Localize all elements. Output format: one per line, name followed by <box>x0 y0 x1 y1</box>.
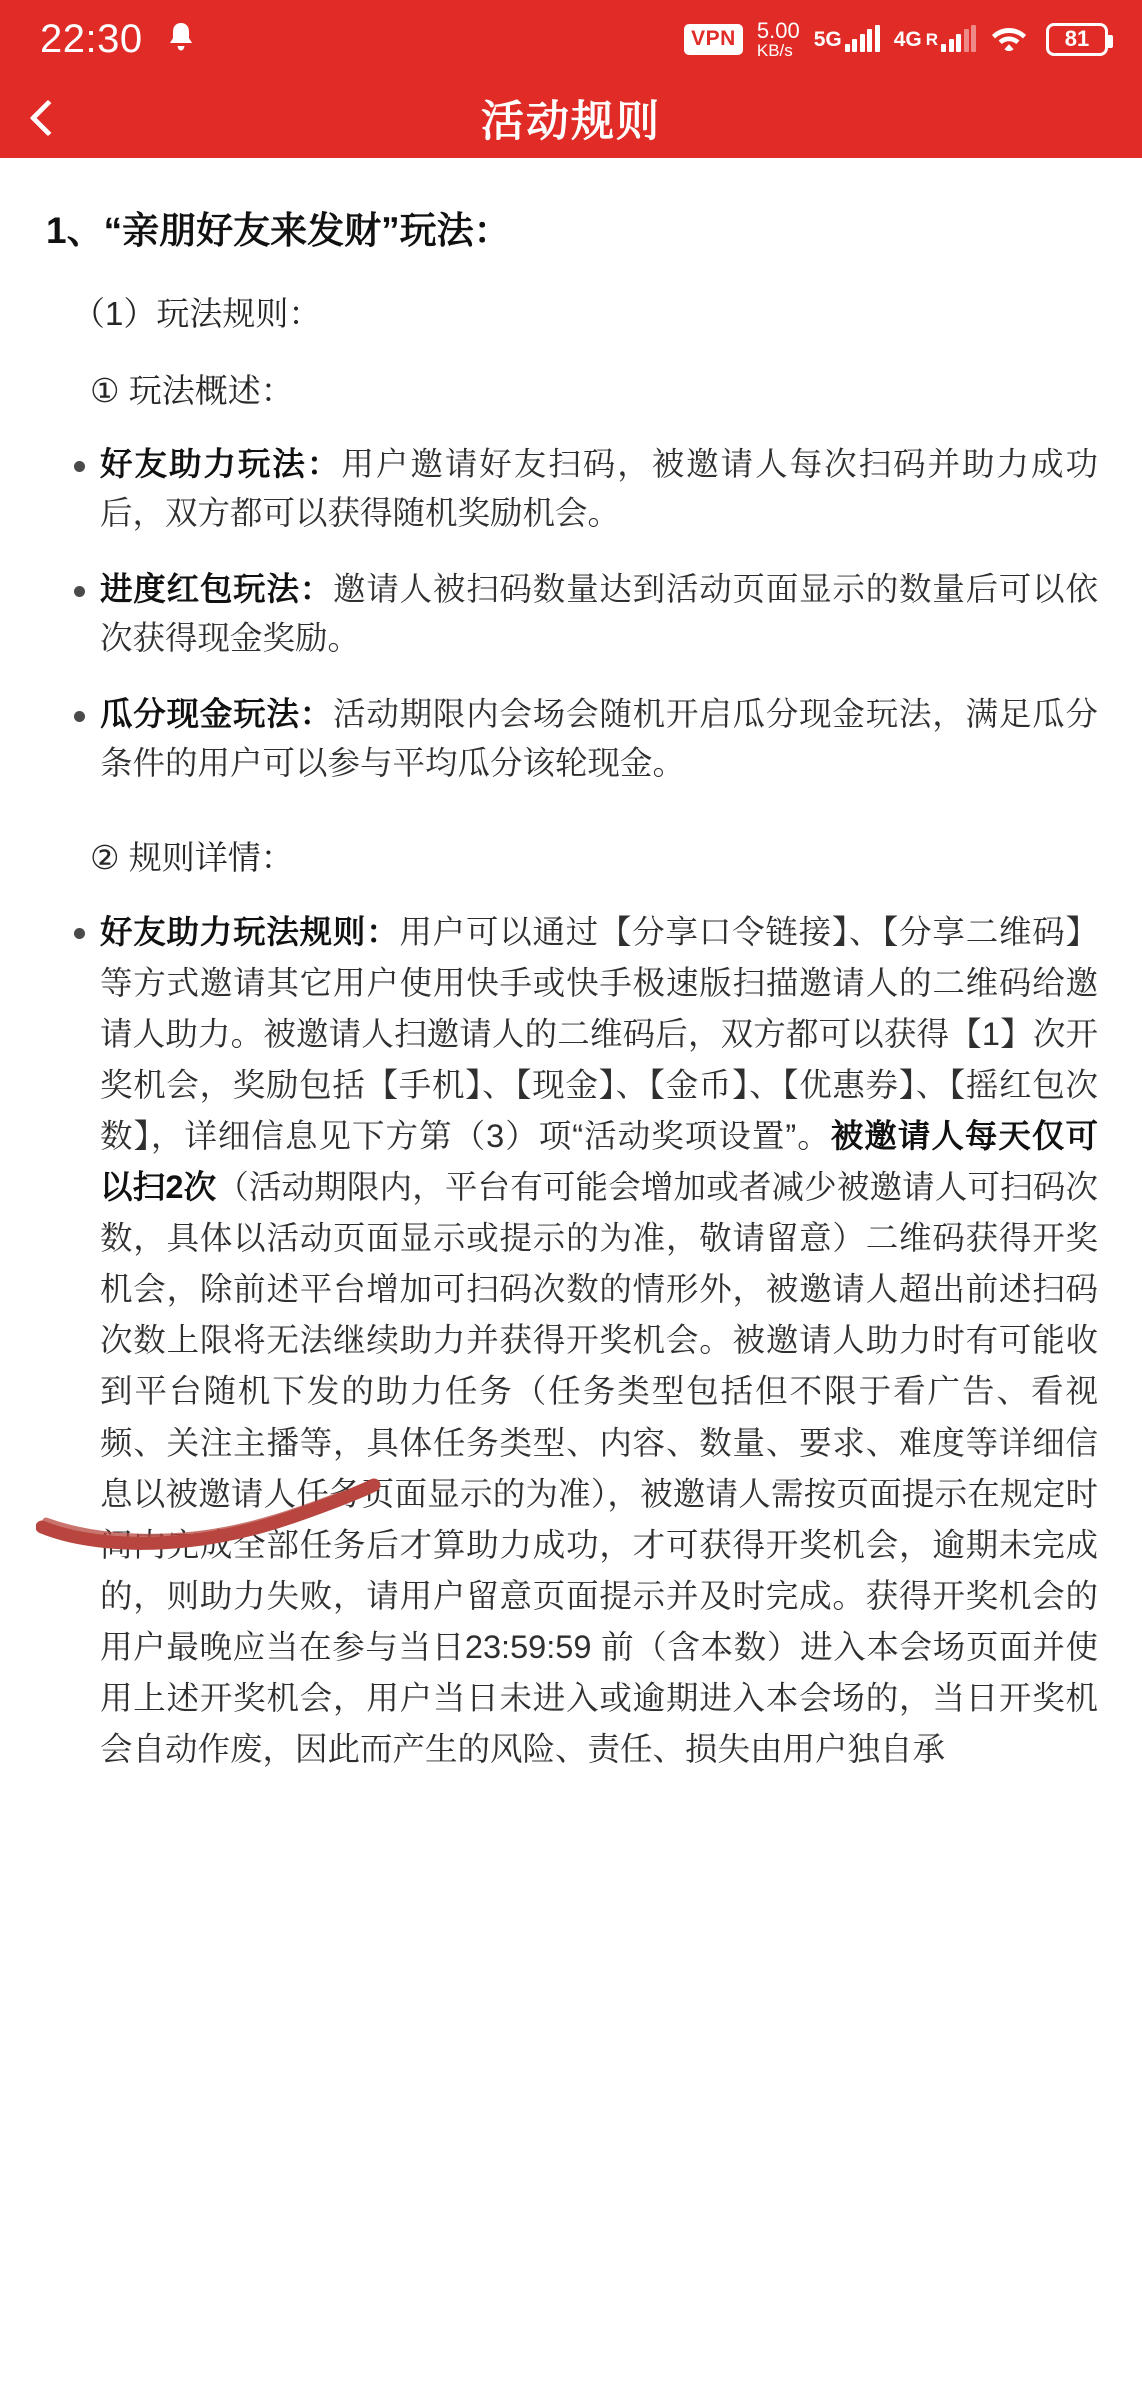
spacer <box>44 814 1098 832</box>
battery-level: 81 <box>1064 26 1090 51</box>
list-item <box>44 565 1098 664</box>
network-speed <box>757 19 800 60</box>
network-speed-value: 5.00 <box>756 17 800 43</box>
signal-indicator-primary <box>814 26 880 52</box>
list-item-text: 邀请人被扫码数量达到活动页面显示的数量后可以依次获得现金奖励。 <box>100 570 1098 657</box>
detail-rule-text-part2: （活动期限内，平台有可能会增加或者减少被邀请人可扫码次数，具体以活动页面显示或提示的为准，敬请留意）二维码获得开奖机会，除前述平台增加可扫码次数的情形外，被邀请人超出前述扫码次数上限将无法继续助力并获得开奖机会。被邀请人助力时有可能收到平台随机下发的助力任务（任务类型包括但不限于看广告、看视频、关注主播等，具体任务类型、内容、数量、要求、难度等详细信息以被邀请人任务页面显示的为准），被邀请人需按页面提示在规定时间内完成全部任务后才算助力成功，才可获得开奖机会，逾期未完成的，则助力失败，请用户留意页面提示并及时完成。获得开奖机会的用户最晚应当在参与当日23:59:59 前（含本数）进入本会场页面并使用上述开奖机会，用户当日未进入或逾期进入本会场的，当日开奖机会自动作废，因此而产生的风险、责任、损失由用户独自承 <box>100 1169 1098 1767</box>
list-item <box>44 440 1098 539</box>
detail-rule-label: 好友助力玩法规则： <box>100 914 400 951</box>
battery-indicator <box>1046 23 1108 56</box>
detail-rule-text-part1: 用户可以通过【分享口令链接】、【分享二维码】等方式邀请其它用户使用快手或快手极速版扫描邀请人的二维码给邀请人助力。被邀请人扫邀请人的二维码后，双方都可以获得【1】次开奖机会，奖励包括【手机】、【现金】、【金币】、【优惠券】、【摇红包次数】，详细信息见下方第（3）项“活动奖项设置”。 <box>100 914 1098 1155</box>
signal-primary-label: 5G <box>813 28 842 51</box>
roaming-label: R <box>925 30 938 49</box>
section-title: 1、“亲朋好友来发财”玩法： <box>46 210 511 251</box>
status-clock: 22:30 <box>40 16 143 61</box>
rules-content <box>0 158 1142 1775</box>
page-title: 活动规则 <box>481 97 661 146</box>
network-speed-unit: KB/s <box>756 40 793 60</box>
title-bar <box>0 78 1142 158</box>
detail-rule-highlight: 被邀请人每天仅可以扫2次 <box>100 1118 1098 1206</box>
status-bar-left <box>40 17 197 62</box>
subsection-heading: （1）玩法规则： <box>72 295 322 332</box>
list-item-label: 进度红包玩法： <box>100 570 334 607</box>
signal-indicator-secondary <box>894 26 976 52</box>
signal-secondary-label: 4G <box>893 28 922 51</box>
list-item-label: 好友助力玩法： <box>100 446 342 482</box>
status-bar <box>0 0 1142 78</box>
vpn-badge: VPN <box>684 24 743 55</box>
list-item-label: 瓜分现金玩法： <box>100 695 334 732</box>
detail-rule-paragraph <box>44 907 1098 1774</box>
bell-icon <box>165 20 197 59</box>
list-item <box>44 690 1098 789</box>
wifi-icon <box>990 22 1028 57</box>
overview-heading: ① 玩法概述： <box>90 372 294 409</box>
list-item-text: 活动期限内会场会随机开启瓜分现金玩法，满足瓜分条件的用户可以参与平均瓜分该轮现金。 <box>100 695 1098 781</box>
status-bar-right <box>684 19 1108 60</box>
details-heading: ② 规则详情： <box>90 839 294 877</box>
signal-bars-primary <box>845 26 880 52</box>
list-item-text: 用户邀请好友扫码，被邀请人每次扫码并助力成功后，双方都可以获得随机奖励机会。 <box>100 446 1098 532</box>
signal-bars-secondary <box>941 26 976 52</box>
overview-list <box>44 440 1098 788</box>
